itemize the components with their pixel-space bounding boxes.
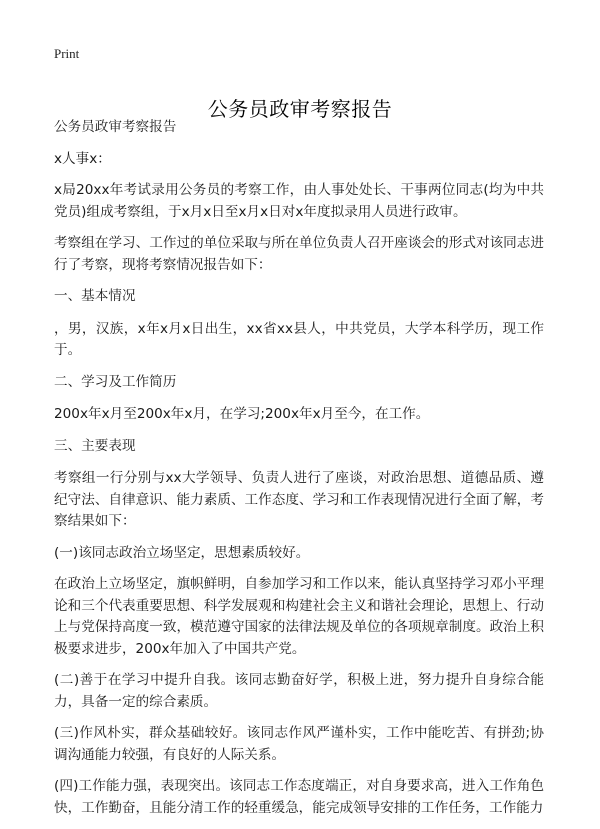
point-2-paragraph: (二)善于在学习中提升自我。该同志勤奋好学，积极上进，努力提升自身综合能力，具备一定的综合素质。 — [54, 672, 544, 710]
salutation: x人事x： — [54, 150, 111, 167]
document-body — [54, 117, 544, 829]
section-heading-resume: 二、学习及工作简历 — [54, 373, 177, 390]
document-title: 公务员政审考察报告 — [207, 97, 393, 122]
basic-info-paragraph: ，男，汉族，x年x月x日出生，xx省xx县人，中共党员，大学本科学历，现工作于。 — [54, 320, 544, 358]
subtitle-paragraph: 公务员政审考察报告 — [54, 119, 177, 135]
point-1-heading: (一)该同志政治立场坚定，思想素质较好。 — [54, 544, 310, 561]
resume-paragraph: 200x年x月至200x年x月，在学习;200x年x月至今，在工作。 — [54, 406, 430, 422]
section-heading-basic-info: 一、基本情况 — [54, 288, 136, 304]
intro-paragraph: x局20xx年考试录用公务员的考察工作，由人事处处长、干事两位同志(均为中共党员)组成考察组，于x月x日至x月x日对x年度拟录用人员进行政审。 — [54, 182, 544, 220]
section-heading-performance: 三、主要表现 — [54, 437, 136, 454]
point-1-body: 在政治上立场坚定，旗帜鲜明，自参加学习和工作以来，能认真坚持学习邓小平理论和三个代表重要思想、科学发展观和构建社会主义和谐社会理论，思想上、行动上与党保持高度一致，模范遵守国家的法律法规及单位的各项规章制度。政治上积极要求进步，200x年加入了中国共产党。 — [54, 576, 544, 657]
performance-intro-paragraph: 考察组一行分别与xx大学领导、负责人进行了座谈，对政治思想、道德品质、遵纪守法、自律意识、能力素质、工作态度、学习和工作表现情况进行全面了解，考察结果如下： — [54, 470, 544, 529]
point-3-paragraph: (三)作风朴实，群众基础较好。该同志作风严谨朴实，工作中能吃苦、有拼劲;协调沟通能力较强，有良好的人际关系。 — [54, 725, 544, 763]
print-link[interactable]: Print — [54, 46, 80, 61]
method-paragraph: 考察组在学习、工作过的单位采取与所在单位负责人召开座谈会的形式对该同志进行了考察，现将考察情况报告如下： — [54, 235, 544, 273]
point-4-paragraph: (四)工作能力强，表现突出。该同志工作态度端正，对自身要求高，进入工作角色快，工作勤奋，且能分清工作的轻重缓急，能完成领导安排的工作任务，工作能力 — [54, 778, 544, 816]
